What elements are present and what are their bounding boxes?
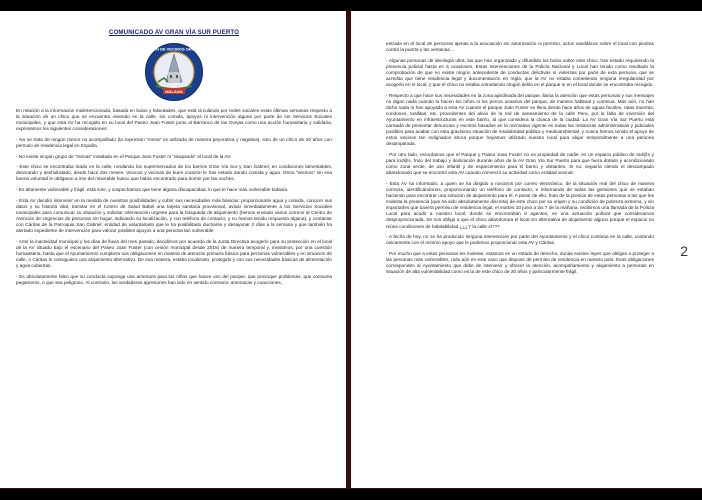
paragraph: - A fecha de hoy, no se ha producido ninguna intervención por parte del Ayuntamiento y el chico continúa en la calle, contando únicamente con el mínimo apoyo que le podemos proporcionar esta AV y Cáritas. [386, 234, 654, 246]
paragraph: - No existe ningún grupo de “menas” instalado en el Parque Joan Fuster ni “okupando” el local de la AV. [16, 153, 232, 159]
document-page-1 [0, 11, 346, 488]
paragraph: - Por otro lado, recordamos que el Parque y Paseo Joan Fuster no es propiedad de nadie, es un espacio público de tod@s y para tod@s, fruto del trabajo y dedicación durante años de la AV Gran Vía Sur Puerto para que fuera dotado y acondicionado como zona verde, de uso infantil y de esparcimiento para el barrio y visitantes. Si no, seguiría siendo el descampado abandonado que se encontró esta AV cuando comenzó su actividad como entidad vecinal. [386, 152, 654, 176]
paragraph: - Por mucho que a estas personas les moleste, estamos en un estado de derecho, donde existen leyes que obligan a proteger a las personas más vulnerables, más aún en este caso que dispone de permiso de residencia en nuestro país. Esas obligaciones corresponden al Ayuntamiento que debe de intervenir y ofrecer la atención, acompañamiento y alojamiento a personas en situación de alta vulnerabilidad como es la de este chico de 20 años y particularmente frágil. [386, 250, 654, 275]
page-2-body [386, 41, 654, 275]
paragraph: - Es altamente vulnerable y frágil, está solo, y sospechamos que tiene alguna discapacidad, lo que le hace más vulnerable todavía. [16, 186, 289, 192]
document-page-2 [351, 11, 702, 488]
paragraph: - Este chico se encontraba tirado en la calle, rondando los supermercados de los barrios Gran Vía Sur y San Gabriel, en condiciones lamentables, desnutrido y deshidratado, desde hace dos meses. Vecinos y vecinas de buen corazón le han estado dando comida y agua. Otros “vecinos” sin esa buena voluntad le obligaron a irse del miserable hueco que había encontrado para dormir por las noches. [16, 164, 332, 182]
paragraph: - Algunas personas de ideología ultra, las que han organizado y difundido los bulos sobre este chico, han estado requiriendo la presencia policial hasta en 5 ocasiones. Estas intervenciones de la Policía Nacional y Local han tenido como resultado la comprobación de que no existe ningún antecedente de conductas delictivas ni violentas por parte de esta persona, que se acredita que tiene residencia legal y documentación en regla, que la AV no estaba cometiendo ninguna irregularidad por acogerlo en el local, y que el chico no estaba cometiendo ningún delito en el parque ni en el local donde se encontraba recogido. [386, 57, 654, 88]
bottom-black-bar [0, 489, 702, 500]
association-seal-logo [133, 42, 215, 102]
paragraph: - Respecto a que hace sus necesidades en la zona ajardinada del parque, llama la atención que estas personas y sus mensajes no digan nada cuando lo hacen los niños ni los perros usuarios del parque, de manera habitual y continua. Más aún, no han dicho nada ni han apoyado a esta AV cuando el parque Joan Fuster se llena desde hace años de aguas fecales, ratas muertas, condones, toallitas, etc. procedentes del alivio de la red de saneamiento de la calle Pera, por la falta de inversión del Ayuntamiento en infraestructuras en este barrio, al que considera la cloaca de la ciudad. La AV Gran Vía Sur Puerto está cansada de presentar denuncias y escritos basados en la normativa vigente en todas las instancias administrativas y judiciales posibles para acabar con esta gravísima situación de insalubridad pública y medioambiental, y nunca hemos tenido el apoyo de estos vecinos tan indignados ahora porque hayamos utilizado nuestro local para alojar temporalmente a una persona desamparada. [386, 92, 654, 147]
page-number: 2 [680, 243, 688, 259]
paragraph: entrada en el local de personas ajenas a la asociación sin autorización ni permiso, actos vandálicos sobre el local con piedras contra la puerta y las ventanas… [386, 41, 654, 53]
paragraph: - Es absolutamente falso que su conducta suponga una amenaza para los niños que hacen uso del parque, que provoque problemas, que consuma pegamento, o que sea peligroso. Al contrario, las verdaderas agresiones han sido en sentido contrario: amenazas y coacciones, [16, 273, 332, 285]
paragraph: - Esta AV decidió intervenir en la medida de nuestras posibilidades y cubrir sus necesidades más básicas: proporcionarle agua y comida, conocer sus datos y su historia vital, tramitar en el Centro de Salud Babel una tarjeta sanitaria provisional, avisar inmediatamente a los Servicios Sociales municipales para comunicar su situación y solicitar intervención urgente para la búsqueda de alojamiento (hemos enviado varios correos al Centro de Atención de Urgencias de personas sin hogar, indicando su localización, y con teléfono de contacto, y no hemos tenido respuesta alguna), y contactar con Cáritas de la Parroquia San Gabriel, entidad de voluntariado que le ha posibilitado ducharse y desayunar 2 días a la semana y que también ha alertado expediente de intervención para valorar posibles apoyos a una persona tan vulnerable. [16, 197, 332, 233]
paragraph: - Ante la inactividad municipal y los días de lluvia del mes pasado, decidimos por acuerdo de la Junta Directiva acogerlo para su protección en el local de la AV situado bajo el escenario del Paseo Joan Fuster (con cesión municipal desde 2015) de manera temporal y, insistimos, por una cuestión humanitaria, hasta que el Ayuntamiento cumpliera sus obligaciones en materia de atención primaria básica para personas vulnerables y en situación de calle, o Cáritas le consiguiera una alojamiento alternativo. De esa manera, estaba localizado, protegido y con sus necesidades básicas de alimentación y agua cubiertas. [16, 238, 332, 268]
paragraph: En relación a la información malintencionada, basada en bulos y falsedades, que está circulando por redes sociales estas últimas semanas respecto a la situación de un chico que se encuentra viviendo en la calle, sin comida, apoyos ni intervención alguna por parte de los Servicios Sociales municipales, y que esta AV ha recogido en su local del Paseo Joan Fuster junto al Barranco de las Ovejas como una acción humanitaria y solidaria, expresamos los siguientes consideraciones: [16, 108, 332, 132]
seal-top-text: ASOCIACIÓN DE VECINOS GRAN VÍA SUR [133, 46, 215, 52]
paragraph: - No se trata de ningún menor no acompañado (la expresión “mena” es utilizada de manera peyorativa y negativa), sino de un chico de 20 años con permiso de residencia legal en España. [16, 136, 332, 148]
top-black-bar [0, 0, 702, 11]
seal-bottom-text: MALAGA [165, 88, 183, 94]
paragraph: - Esta AV ha informado, a quien se ha dirigido a nosotros por correo electrónico, de la situación real del chico de manera correcta, identificándonos, proporcionando un teléfono de contacto, e informando de todas las gestiones que se estaban haciendo para encontrar una solución de alojamiento para él. A pesar de ello, fruto de la presión de estas personas a las que les molesta la presencia (que ha sido absolutamente discreta) de este chico por su origen y su condición de pobreza extrema, y sin importarles que tuviera permiso de residencia legal, el martes 10 junio a las 7 de la mañana, recibimos una llamada de la Policía Local para acudir a nuestro local, donde se encontraban 8 agentes, en una actuación policial que consideramos desproporcionada. Se nos obligó a que el chico abandonara el local sin alternativa de alojamiento alguno porque el espacio no reúne condiciones de habitabilidad ¿¿¿Y la calle sí??? [386, 180, 654, 229]
page-1-body [16, 108, 332, 286]
document-title: COMUNICADO AV GRAN VÍA SUR PUERTO [108, 29, 240, 36]
